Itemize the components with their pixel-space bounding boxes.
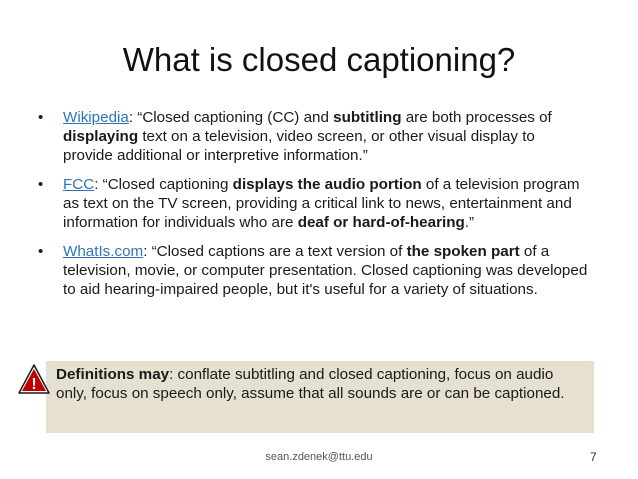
bullet-text: text on a television, video screen, or other visual display to provide additional or interpretive information.” bbox=[63, 128, 535, 164]
bullet-text-bold: deaf or hard-of-hearing bbox=[297, 214, 465, 231]
warning-icon bbox=[17, 363, 51, 395]
whatis-link[interactable]: WhatIs.com bbox=[63, 243, 144, 260]
bullet-text: .” bbox=[464, 214, 475, 231]
slide-title: What is closed captioning? bbox=[122, 41, 516, 78]
page-number: 7 bbox=[590, 450, 597, 464]
bullet-marker: • bbox=[38, 109, 44, 126]
warning-icon-glyph: ! bbox=[31, 376, 37, 393]
bullet-marker: • bbox=[38, 176, 44, 193]
bullet-text: of a television program as text on the TV screen, providing a critical link to news, entertainment and information for individuals who are bbox=[63, 176, 580, 231]
bullet-text-bold: subtitling bbox=[333, 109, 402, 126]
bullet-marker: • bbox=[38, 243, 44, 260]
bullet-list bbox=[38, 108, 588, 309]
bullet-fcc bbox=[38, 175, 588, 232]
fcc-link[interactable]: FCC bbox=[63, 176, 95, 193]
bullet-text-bold: displaying bbox=[63, 128, 139, 145]
definitions-callout bbox=[46, 361, 594, 433]
wikipedia-link[interactable]: Wikipedia bbox=[63, 109, 129, 126]
callout-text: : conflate subtitling and closed captioning, focus on audio only, focus on speech only, assume that all sounds are or can be captioned. bbox=[56, 366, 565, 402]
bullet-text: : “Closed captions are a text version of bbox=[143, 243, 407, 260]
bullet-text-bold: the spoken part bbox=[406, 243, 520, 260]
bullet-text-bold: displays the audio portion bbox=[232, 176, 422, 193]
bullet-wikipedia bbox=[38, 108, 588, 165]
bullet-text: : “Closed captioning (CC) and bbox=[128, 109, 334, 126]
callout-bold: Definitions may bbox=[56, 366, 170, 383]
bullet-whatis bbox=[38, 242, 588, 299]
bullet-text: : “Closed captioning bbox=[94, 176, 233, 193]
bullet-text: are both processes of bbox=[401, 109, 552, 126]
bullet-text: of a television, movie, or computer presentation. Closed captioning was developed to aid hearing-impaired people, but it's useful for a variety of situations. bbox=[63, 243, 588, 298]
footer-email: sean.zdenek@ttu.edu bbox=[265, 451, 373, 463]
